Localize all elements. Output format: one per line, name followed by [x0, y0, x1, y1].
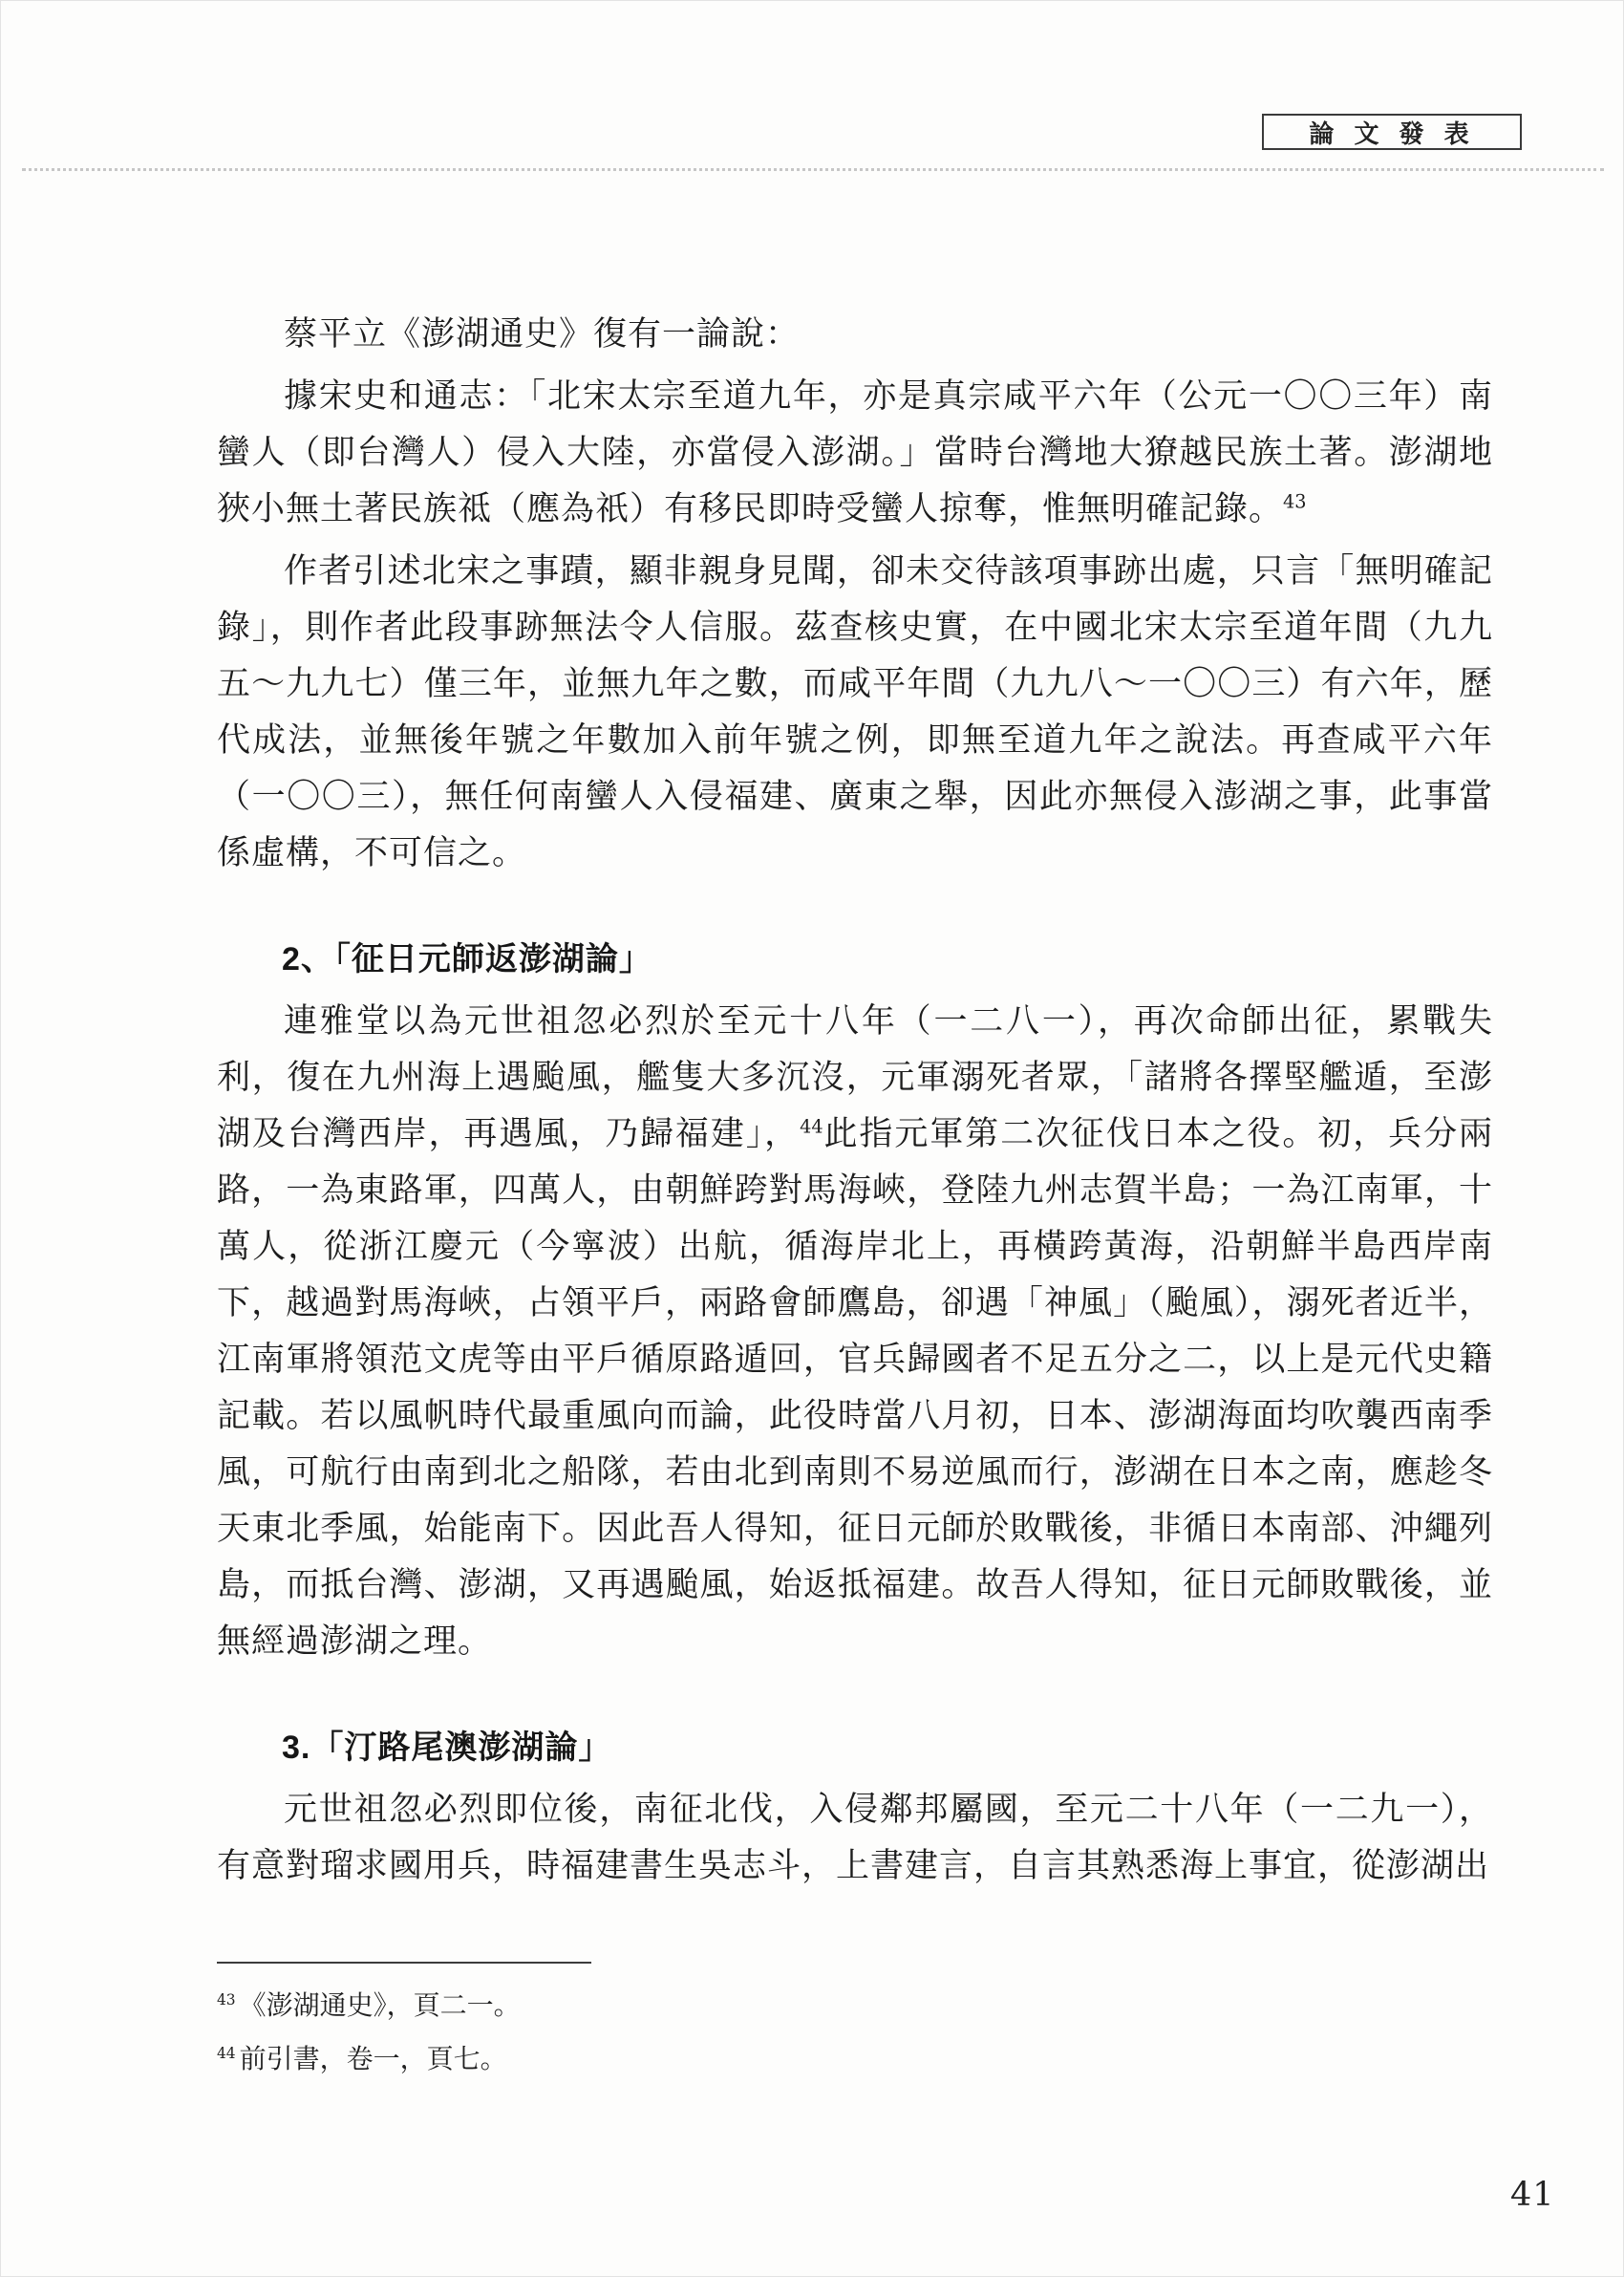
- footnote-43-text: 《澎湖通史》，頁二一。: [239, 1989, 521, 2021]
- paragraph-section2-text-2: 此指元軍第二次征伐日本之役。初，兵分兩路，一為東路軍，四萬人，由朝鮮跨對馬海峽，登陸九州志賀半島；一為江南軍，十萬人，從浙江慶元（今寧波）出航，循海岸北上，再橫跨黃海，沿朝鮮半島西岸南下，越過對馬海峽，占領平戶，兩路會師鷹島，卻遇「神風」（颱風），溺死者近半，江南軍將領范文虎等由平戶循原路遁回，官兵歸國者不足五分之二，以上是元代史籍記載。若以風帆時代最重風向而論，此役時當八月初，日本、澎湖海面均吹襲西南季風，可航行由南到北之船隊，若由北到南則不易逆風而行，澎湖在日本之南，應趁冬天東北季風，始能南下。因此吾人得知，征日元師於敗戰後，非循日本南部、沖繩列島，而抵台灣、澎湖，又再遇颱風，始返抵福建。故吾人得知，征日元師敗戰後，並無經過澎湖之理。: [217, 1115, 1493, 1661]
- footnote-ref-44: 44: [800, 1115, 823, 1138]
- footnote-43-number: 43: [217, 1990, 236, 2008]
- footnote-43: [217, 1981, 1497, 2030]
- paragraph-quotation-text: 據宋史和通志：「北宋太宗至道九年，亦是真宗咸平六年（公元一〇〇三年）南蠻人（即台灣人）侵入大陸，亦當侵入澎湖。」當時台灣地大獠越民族土著。澎湖地狹小無土著民族祗（應為祇）有移民即時受蠻人掠奪，惟無明確記錄。: [217, 377, 1493, 528]
- paragraph-analysis: 作者引述北宋之事蹟，顯非親身見聞，卻未交待該項事跡出處，只言「無明確記錄」，則作者此段事跡無法令人信服。茲查核史實，在中國北宋太宗至道年間（九九五～九九七）僅三年，並無九年之數，而咸平年間（九九八～一〇〇三）有六年，歷代成法，並無後年號之年數加入前年號之例，即無至道九年之說法。再查咸平六年（一〇〇三），無任何南蠻人入侵福建、廣東之舉，因此亦無侵入澎湖之事，此事當係虛構，不可信之。: [217, 552, 1493, 872]
- paragraph-quotation: [217, 369, 1493, 538]
- footnote-divider: [217, 1962, 591, 1964]
- body-text: [217, 307, 1493, 1901]
- header-divider-dotted: [22, 168, 1604, 171]
- paragraph-intro: 蔡平立《澎湖通史》復有一論說：: [284, 315, 801, 354]
- section-heading-2: 2、「征日元師返澎湖論」: [282, 941, 652, 977]
- footnote-44: [217, 2034, 1497, 2084]
- page-header-title: 論 文 發 表: [1309, 119, 1475, 149]
- section-heading-3: 3.「汀路尾澳澎湖論」: [282, 1729, 612, 1766]
- footnote-ref-43: 43: [1283, 490, 1307, 513]
- paragraph-section2-text-1: 連雅堂以為元世祖忽必烈於至元十八年（一二八一），再次命師出征，累戰失利，復在九州海上遇颱風，艦隻大多沉沒，元軍溺死者眾，「諸將各擇堅艦遁，至澎湖及台灣西岸，再遇風，乃歸福建」，: [217, 1002, 1493, 1153]
- page-number: 41: [1510, 2176, 1555, 2214]
- paragraph-section3: 元世祖忽必烈即位後，南征北伐，入侵鄰邦屬國，至元二十八年（一二九一），有意對瑠求國用兵，時福建書生吳志斗，上書建言，自言其熟悉海上事宜，從澎湖出: [217, 1791, 1493, 1885]
- footnote-44-number: 44: [217, 2044, 236, 2062]
- footnote-44-text: 前引書，卷一，頁七。: [239, 2043, 507, 2074]
- footnotes-section: [217, 1962, 1497, 2088]
- paragraph-section2: [217, 994, 1493, 1670]
- page-header-box: [1262, 114, 1522, 150]
